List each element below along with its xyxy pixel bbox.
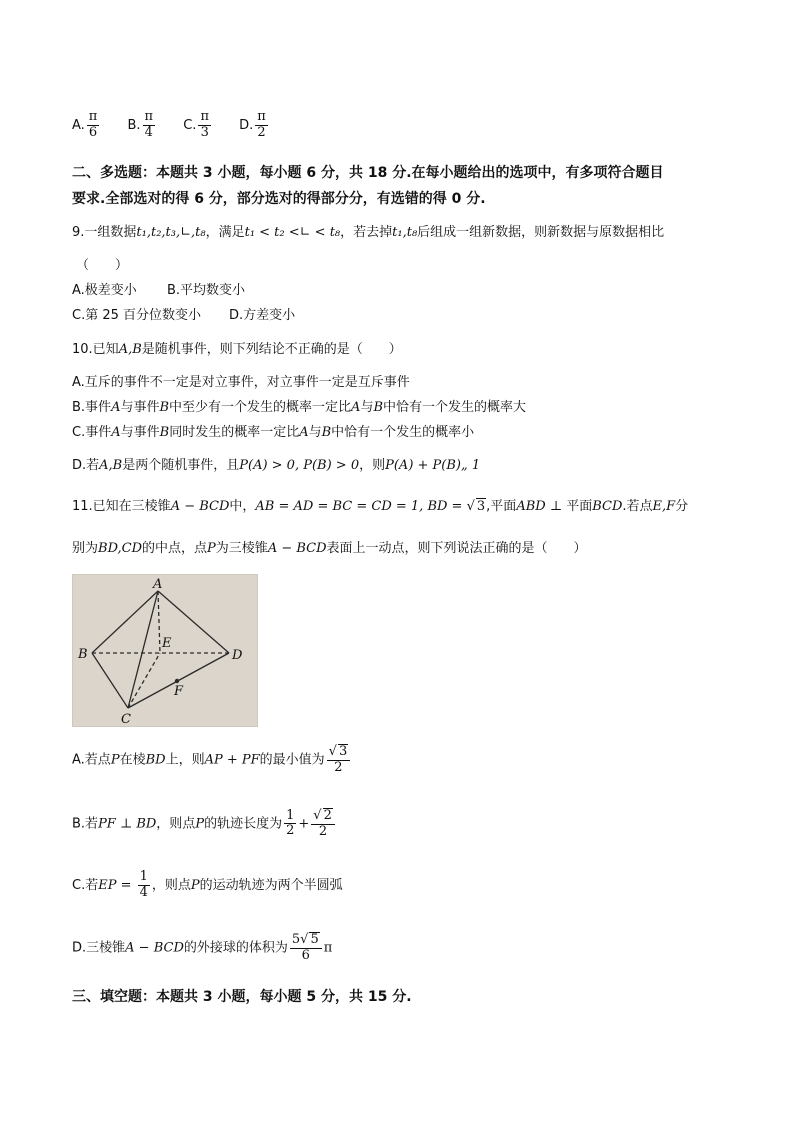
q8-option-d: D. $\frac{\pi}{2}$ <box>239 109 266 140</box>
section2-heading-line2: 要求.全部选对的得 6 分，部分选对的得部分分，有选错的得 0 分. <box>72 191 486 207</box>
q8-options <box>72 110 292 141</box>
section3-heading: 三、填空题：本题共 3 小题，每小题 5 分，共 15 分. <box>72 989 412 1005</box>
q10-option-a: A.互斥的事件不一定是对立事件，对立事件一定是互斥事件 <box>72 375 410 390</box>
q8-option-a: A. $\frac{\pi}{6}$ <box>72 109 98 140</box>
q10-stem: 10.已知A,B是随机事件，则下列结论不正确的是（ ） <box>72 342 402 357</box>
label-f: F <box>174 684 184 699</box>
edge-ac <box>128 591 158 708</box>
q11-option-c: C.若EP = $\frac{1}{4}$ ，则点P的运动轨迹为两个半圆弧 <box>72 869 343 900</box>
q10-option-c: C.事件A与事件B同时发生的概率一定比A与B中恰有一个发生的概率小 <box>72 425 475 440</box>
label-e: E <box>162 636 172 651</box>
segment-ae-hidden <box>158 591 160 653</box>
point-f <box>175 679 179 683</box>
q8-option-b: B. $\frac{\pi}{4}$ <box>127 109 154 140</box>
q9-stem: 9.一组数据t₁,t₂,t₃,∟,t₈，满足t₁ < t₂ <∟ < t₈，若去掉t₁,t₈后组成一组新数据，则新数据与原数据相比 <box>72 225 665 240</box>
q11-stem-line1: 11.已知在三棱锥A − BCD中，AB = AD = BC = CD = 1, BD = √ 3,平面ABD ⊥ 平面BCD.若点E,F分 <box>72 499 689 514</box>
edge-bc <box>92 653 128 708</box>
q9-option-a: A.极差变小 <box>72 283 137 298</box>
q11-option-a: A.若点P在棱BD上，则AP + PF的最小值为 $\frac{√ 3}{2}$ <box>72 744 352 776</box>
q9-paren: （ ） <box>76 258 129 273</box>
q11-option-b: B.若PF ⊥ BD，则点P的轨迹长度为 $\frac{1}{2}$ + $\frac{√ 2}{2}$ <box>72 808 337 840</box>
label-a: A <box>153 577 163 592</box>
tetrahedron-diagram <box>73 575 257 726</box>
q10-option-b: B.事件A与事件B中至少有一个发生的概率一定比A与B中恰有一个发生的概率大 <box>72 400 527 415</box>
label-c: C <box>121 712 131 726</box>
tetrahedron-figure <box>72 574 258 727</box>
q9-option-d: D.方差变小 <box>229 308 296 323</box>
label-d: D <box>232 648 243 663</box>
edge-ab <box>92 591 158 653</box>
q9-option-c: C.第 25 百分位数变小 <box>72 308 202 323</box>
q10-option-d: D.若A,B是两个随机事件，且P(A) > 0, P(B) > 0，则P(A) + P(B)„ 1 <box>72 458 481 473</box>
q9-option-b: B.平均数变小 <box>167 283 246 298</box>
section2-heading-line1: 二、多选题：本题共 3 小题，每小题 6 分，共 18 分.在每小题给出的选项中，有多项符合题目 <box>72 165 664 181</box>
q8-option-c: C. $\frac{\pi}{3}$ <box>183 109 209 140</box>
label-b: B <box>78 647 88 662</box>
q11-stem-line2: 别为BD,CD的中点，点P为三棱锥A − BCD表面上一动点，则下列说法正确的是（ ） <box>72 541 587 556</box>
q11-option-d: D.三棱锥A − BCD的外接球的体积为 $\frac{5√ 5}{6}$ π <box>72 932 333 963</box>
